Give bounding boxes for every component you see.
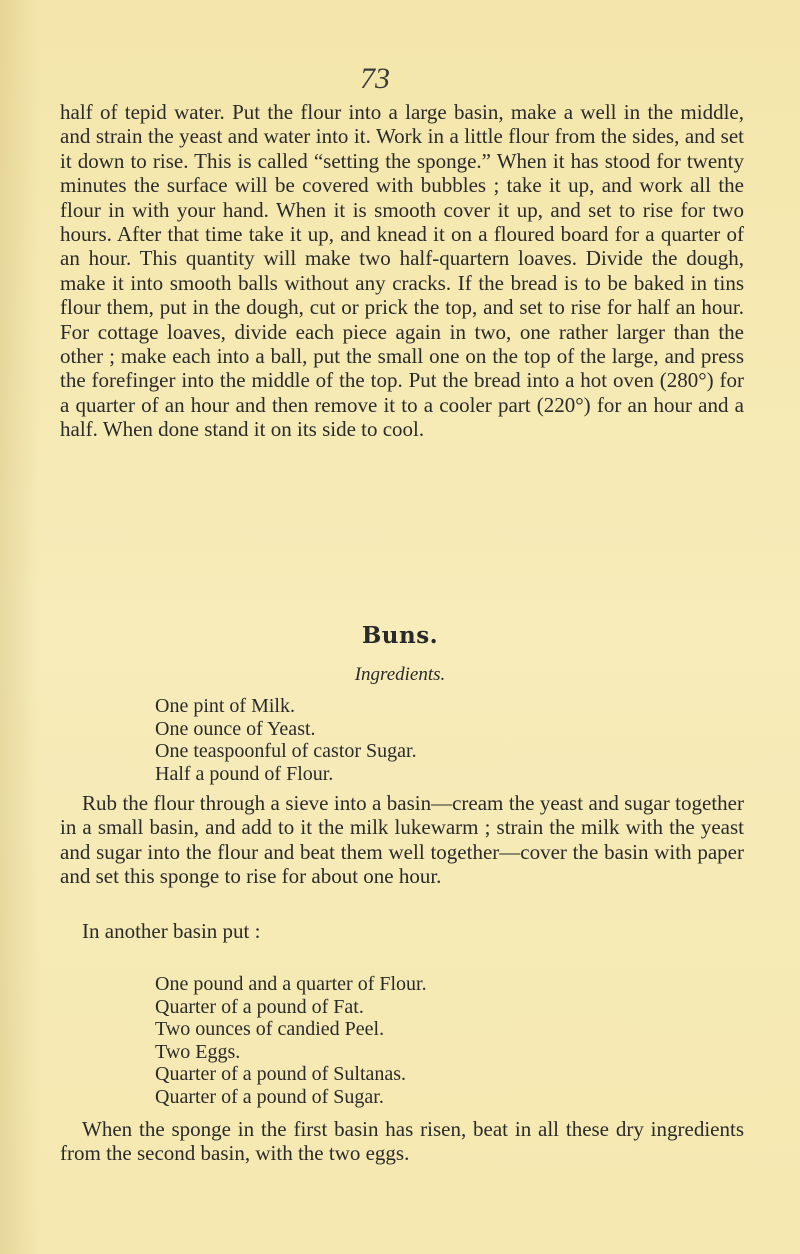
- ingredient-item: One pint of Milk.: [155, 695, 295, 717]
- second-ingredients-list: [155, 973, 427, 1108]
- ingredient-item: Two Eggs.: [155, 1040, 241, 1063]
- page-number: 73: [360, 62, 390, 95]
- recipe-title: Buns.: [361, 622, 439, 649]
- second-basin-intro: In another basin put :: [82, 919, 261, 943]
- final-paragraph: When the sponge in the first basin has risen, beat in all these dry ingredients from the second basin, with the two eggs.: [60, 1117, 744, 1166]
- ingredient-item: One pound and a quarter of Flour.: [155, 973, 427, 995]
- ingredient-item: Half a pound of Flour.: [155, 762, 334, 785]
- ingredient-item: Quarter of a pound of Sugar.: [155, 1085, 384, 1108]
- ingredients-heading: Ingredients.: [354, 664, 446, 685]
- ingredient-item: Quarter of a pound of Fat.: [155, 995, 364, 1018]
- ingredients-list: [155, 695, 417, 785]
- ingredient-item: Quarter of a pound of Sultanas.: [155, 1063, 407, 1085]
- ingredient-item: One teaspoonful of castor Sugar.: [155, 740, 417, 762]
- intro-paragraph: half of tepid water. Put the flour into a large basin, make a well in the middle, and strain the yeast and water into it. Work in a little flour from the sides, and set it down to rise. This is called “setting the sponge.” When it has stood for twenty minutes the surface will be covered with bubbles ; take it up, and work all the flour in with your hand. When it is smooth cover it up, and set to rise for two hours. After that time take it up, and knead it on a floured board for a quarter of an hour. This quantity will make two half-quartern loaves. Divide the dough, make it into smooth balls without any cracks. If the bread is to be baked in tins flour them, put in the dough, cut or prick the top, and set to rise for half an hour. For cottage loaves, divide each piece again in two, one rather larger than the other ; make each into a ball, put the small one on the top of the large, and press the forefinger into the middle of the top. Put the bread into a hot oven (280°) for a quarter of an hour and then remove it to a cooler part (220°) for an hour and a half. When done stand it on its side to cool.: [60, 100, 744, 442]
- ingredient-item: One ounce of Yeast.: [155, 717, 316, 740]
- ingredient-item: Two ounces of candied Peel.: [155, 1018, 385, 1040]
- method-paragraph: Rub the flour through a sieve into a basin—cream the yeast and sugar together in a small basin, and add to it the milk lukewarm ; strain the milk with the yeast and sugar into the flour and beat them well together—cover the basin with paper and set this sponge to rise for about one hour.: [60, 791, 744, 889]
